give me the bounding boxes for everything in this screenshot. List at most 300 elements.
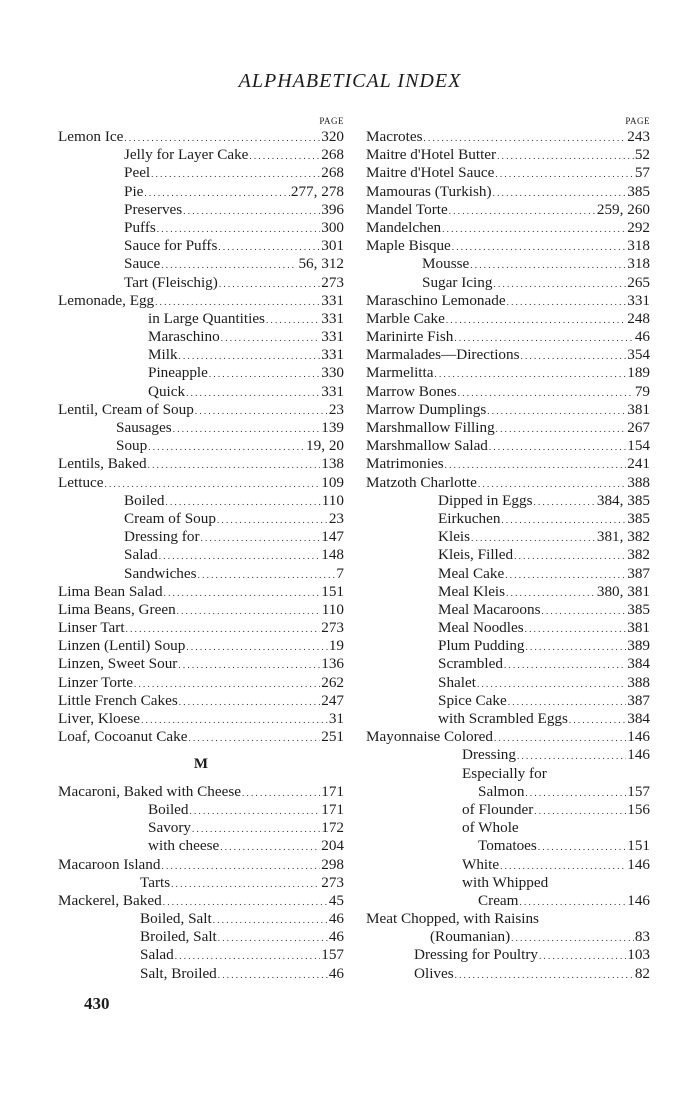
entry-label: Marrow Bones bbox=[366, 382, 457, 400]
entry-page-number: 46 bbox=[328, 964, 344, 982]
dot-leader bbox=[266, 310, 320, 329]
dot-leader bbox=[519, 892, 626, 911]
entry-page-number: 318 bbox=[627, 237, 650, 255]
index-entry bbox=[58, 364, 344, 382]
index-entry bbox=[58, 164, 344, 182]
entry-page-number: 109 bbox=[321, 473, 344, 491]
dot-leader bbox=[186, 637, 327, 656]
entry-page-number: 189 bbox=[627, 364, 650, 382]
entry-page-number: 389 bbox=[627, 637, 650, 655]
dot-leader bbox=[495, 164, 633, 183]
entry-page-number: 172 bbox=[321, 819, 344, 837]
dot-leader bbox=[164, 583, 321, 602]
entry-label: Mousse bbox=[422, 255, 470, 273]
index-entry bbox=[366, 892, 650, 910]
index-entry bbox=[58, 128, 344, 146]
entry-label: Sandwiches bbox=[124, 564, 197, 582]
entry-label: Mamouras (Turkish) bbox=[366, 182, 492, 200]
index-entry bbox=[58, 619, 344, 637]
entry-page-number: 146 bbox=[627, 728, 650, 746]
entry-label: Little French Cakes bbox=[58, 691, 178, 709]
dot-leader bbox=[175, 946, 320, 965]
entry-label: Linzen (Lentil) Soup bbox=[58, 637, 186, 655]
dot-leader bbox=[179, 346, 321, 365]
entry-page-number: 46 bbox=[634, 328, 650, 346]
entry-page-number: 156 bbox=[627, 800, 650, 818]
index-entry bbox=[58, 492, 344, 510]
entry-page-number: 56, 312 bbox=[298, 255, 344, 273]
index-entry bbox=[58, 455, 344, 473]
index-entry bbox=[58, 237, 344, 255]
index-entry bbox=[58, 437, 344, 455]
dot-leader bbox=[569, 710, 626, 729]
entry-label: Marrow Dumplings bbox=[366, 400, 487, 418]
entry-label: Savory bbox=[148, 819, 192, 837]
entry-page-number: 387 bbox=[627, 691, 650, 709]
index-entry bbox=[366, 565, 650, 583]
entry-page-number: 171 bbox=[321, 800, 344, 818]
entry-page-number: 138 bbox=[321, 455, 344, 473]
dot-leader bbox=[442, 219, 626, 238]
dot-leader bbox=[517, 746, 626, 765]
dot-leader bbox=[134, 674, 320, 693]
entry-page-number: 7 bbox=[336, 564, 344, 582]
entry-label: Shalet bbox=[438, 673, 476, 691]
entry-label: Preserves bbox=[124, 200, 183, 218]
entry-page-number: 354 bbox=[627, 346, 650, 364]
entry-page-number: 204 bbox=[321, 837, 344, 855]
entry-label: Meal Cake bbox=[438, 564, 505, 582]
entry-label: Soup bbox=[116, 437, 148, 455]
entry-page-number: 241 bbox=[627, 455, 650, 473]
dot-leader bbox=[221, 328, 321, 347]
dot-leader bbox=[171, 874, 320, 893]
dot-leader bbox=[497, 146, 634, 165]
dot-leader bbox=[511, 928, 634, 947]
entry-label: Quick bbox=[148, 382, 186, 400]
entry-label: Linzen, Sweet Sour bbox=[58, 655, 178, 673]
entry-label: Sugar Icing bbox=[422, 273, 493, 291]
dot-leader bbox=[209, 364, 320, 383]
entry-label: Boiled bbox=[148, 800, 189, 818]
index-entry bbox=[366, 292, 650, 310]
entry-page-number: 268 bbox=[321, 164, 344, 182]
entry-page-number: 243 bbox=[627, 128, 650, 145]
entry-page-number: 82 bbox=[634, 964, 650, 982]
index-entry bbox=[366, 692, 650, 710]
dot-leader bbox=[218, 928, 328, 947]
index-entry bbox=[58, 383, 344, 401]
entry-label: Boiled, Salt bbox=[140, 910, 212, 928]
dot-leader bbox=[183, 201, 320, 220]
page-title: ALPHABETICAL INDEX bbox=[238, 70, 462, 92]
dot-leader bbox=[198, 565, 336, 584]
entry-page-number: 148 bbox=[321, 546, 344, 564]
index-entry bbox=[366, 419, 650, 437]
dot-leader bbox=[446, 310, 626, 329]
index-entry bbox=[58, 346, 344, 364]
entry-label: Kleis, Filled bbox=[438, 546, 514, 564]
entry-page-number: 381, 382 bbox=[596, 528, 650, 546]
entry-label: Salad bbox=[140, 946, 174, 964]
entry-label: Marinirte Fish bbox=[366, 328, 454, 346]
index-entry bbox=[366, 274, 650, 292]
index-entry bbox=[366, 219, 650, 237]
entry-page-number: 331 bbox=[321, 291, 344, 309]
index-entry bbox=[58, 655, 344, 673]
dot-leader bbox=[489, 437, 626, 456]
index-entry bbox=[366, 946, 650, 964]
index-entry bbox=[366, 528, 650, 546]
dot-leader bbox=[148, 437, 305, 456]
entry-label: Mayonnaise Colored bbox=[366, 728, 493, 746]
index-entry bbox=[58, 146, 344, 164]
index-entry bbox=[366, 146, 650, 164]
entry-page-number: 301 bbox=[321, 237, 344, 255]
index-entry bbox=[366, 910, 650, 928]
entry-label: Tarts bbox=[140, 873, 171, 891]
entry-page-number: 151 bbox=[321, 582, 344, 600]
entry-label: Macaroni, Baked with Cheese bbox=[58, 782, 242, 800]
dot-leader bbox=[487, 401, 626, 420]
entry-page-number: 384 bbox=[627, 655, 650, 673]
dot-leader bbox=[505, 565, 626, 584]
index-entry bbox=[58, 856, 344, 874]
dot-leader bbox=[526, 637, 627, 656]
index-entry bbox=[366, 201, 650, 219]
entry-page-number: 277, 278 bbox=[290, 182, 344, 200]
index-entry bbox=[366, 819, 650, 837]
entry-page-number: 251 bbox=[321, 728, 344, 746]
dot-leader bbox=[449, 201, 596, 220]
entry-label: Maple Bisque bbox=[366, 237, 451, 255]
entry-label: Sauce bbox=[124, 255, 161, 273]
dot-leader bbox=[151, 164, 320, 183]
index-entry bbox=[58, 837, 344, 855]
index-entry bbox=[366, 928, 650, 946]
index-entry bbox=[366, 783, 650, 801]
dot-leader bbox=[541, 601, 626, 620]
dot-leader bbox=[445, 455, 627, 474]
dot-leader bbox=[177, 601, 321, 620]
entry-label: Liver, Kloese bbox=[58, 710, 141, 727]
entry-page-number: 146 bbox=[627, 746, 650, 764]
index-entry bbox=[58, 601, 344, 619]
entry-page-number: 146 bbox=[627, 891, 650, 909]
entry-page-number: 103 bbox=[627, 946, 650, 964]
entry-label: Marshmallow Filling bbox=[366, 419, 495, 436]
index-entry bbox=[366, 801, 650, 819]
entry-label: Matrimonies bbox=[366, 455, 444, 473]
index-entry bbox=[366, 601, 650, 619]
index-entry bbox=[58, 310, 344, 328]
dot-leader bbox=[534, 492, 596, 511]
entry-label: Maraschino Lemonade bbox=[366, 291, 506, 309]
entry-label: Marmalades—Directions bbox=[366, 346, 520, 364]
entry-page-number: 387 bbox=[627, 564, 650, 582]
section-heading: M bbox=[193, 756, 209, 773]
entry-label: Plum Pudding bbox=[438, 637, 525, 655]
entry-label: Pineapple bbox=[148, 364, 208, 382]
index-entry bbox=[366, 583, 650, 601]
entry-page-number: 171 bbox=[321, 782, 344, 800]
entry-label: Dressing bbox=[462, 746, 516, 764]
index-entry bbox=[58, 510, 344, 528]
index-entry bbox=[58, 819, 344, 837]
entry-label: Lettuce bbox=[58, 473, 104, 491]
entry-label: Lima Beans, Green bbox=[58, 600, 176, 618]
entry-page-number: 83 bbox=[634, 928, 650, 946]
dot-leader bbox=[496, 419, 627, 438]
entry-label: Lemonade, Egg bbox=[58, 291, 155, 309]
index-entry bbox=[58, 801, 344, 819]
page-column-label: PAGE bbox=[625, 116, 650, 126]
index-entry bbox=[58, 910, 344, 928]
dot-leader bbox=[201, 528, 321, 547]
entry-label: Marble Cake bbox=[366, 309, 445, 327]
entry-page-number: 19 bbox=[328, 637, 344, 655]
entry-page-number: 154 bbox=[627, 437, 650, 455]
entry-label: Macaroon Island bbox=[58, 855, 161, 873]
dot-leader bbox=[173, 419, 321, 438]
entry-page-number: 147 bbox=[321, 528, 344, 546]
dot-leader bbox=[161, 856, 320, 875]
entry-page-number: 267 bbox=[627, 419, 650, 436]
entry-page-number: 385 bbox=[627, 600, 650, 618]
entry-page-number: 31 bbox=[328, 710, 344, 727]
index-entry bbox=[58, 255, 344, 273]
dot-leader bbox=[126, 619, 321, 638]
entry-page-number: 388 bbox=[627, 673, 650, 691]
entry-page-number: 265 bbox=[627, 273, 650, 291]
dot-leader bbox=[249, 146, 320, 165]
dot-leader bbox=[452, 237, 626, 256]
dot-leader bbox=[424, 128, 627, 147]
entry-label: Cream of Soup bbox=[124, 509, 216, 527]
dot-leader bbox=[514, 546, 626, 565]
index-entry bbox=[366, 255, 650, 273]
entry-page-number: 385 bbox=[627, 182, 650, 200]
index-entries-right bbox=[366, 128, 650, 983]
index-entry bbox=[58, 892, 344, 910]
entry-label: of Whole bbox=[462, 819, 519, 837]
dot-leader bbox=[455, 965, 634, 984]
entry-label: Lemon Ice bbox=[58, 128, 124, 145]
entry-page-number: 380, 381 bbox=[596, 582, 650, 600]
entry-label: Loaf, Cocoanut Cake bbox=[58, 728, 188, 746]
entry-label: Mackerel, Baked bbox=[58, 891, 162, 909]
entry-label: Linser Tart bbox=[58, 619, 125, 637]
entry-label: Meal Macaroons bbox=[438, 600, 541, 618]
entry-label: of Flounder bbox=[462, 800, 534, 818]
index-entry bbox=[366, 164, 650, 182]
entry-label: Lentil, Cream of Soup bbox=[58, 400, 194, 418]
entry-page-number: 139 bbox=[321, 419, 344, 436]
entry-label: Meal Kleis bbox=[438, 582, 506, 600]
entry-label: Kleis bbox=[438, 528, 471, 546]
dot-leader bbox=[217, 510, 328, 529]
index-entry bbox=[58, 728, 344, 746]
index-entry bbox=[58, 546, 344, 564]
entry-page-number: 45 bbox=[328, 891, 344, 909]
entry-label: White bbox=[462, 855, 500, 873]
dot-leader bbox=[506, 583, 596, 602]
entry-page-number: 151 bbox=[627, 837, 650, 855]
dot-leader bbox=[218, 965, 328, 984]
index-entry bbox=[366, 455, 650, 473]
index-entry bbox=[366, 346, 650, 364]
index-entry bbox=[58, 201, 344, 219]
index-entry bbox=[366, 765, 650, 783]
entry-page-number: 320 bbox=[321, 128, 344, 145]
dot-leader bbox=[179, 692, 320, 711]
index-entry bbox=[366, 474, 650, 492]
dot-leader bbox=[178, 655, 320, 674]
dot-leader bbox=[192, 819, 320, 838]
dot-leader bbox=[186, 383, 320, 402]
entry-label: Lima Bean Salad bbox=[58, 582, 163, 600]
index-entry bbox=[58, 401, 344, 419]
index-entry bbox=[58, 928, 344, 946]
entry-page-number: 388 bbox=[627, 473, 650, 491]
index-entry bbox=[366, 619, 650, 637]
entry-page-number: 136 bbox=[321, 655, 344, 673]
dot-leader bbox=[525, 783, 626, 802]
index-entry bbox=[58, 328, 344, 346]
index-entry bbox=[58, 183, 344, 201]
entry-page-number: 331 bbox=[321, 328, 344, 346]
entry-label: Mandel Torte bbox=[366, 200, 448, 218]
dot-leader bbox=[458, 383, 634, 402]
entry-label: Tart (Fleischig) bbox=[124, 273, 218, 291]
entry-page-number: 259, 260 bbox=[596, 200, 650, 218]
index-entry bbox=[366, 637, 650, 655]
entry-label: Milk bbox=[148, 346, 178, 364]
index-entry bbox=[58, 419, 344, 437]
entry-label: with cheese bbox=[148, 837, 220, 855]
index-entry bbox=[58, 710, 344, 728]
entry-page-number: 331 bbox=[321, 382, 344, 400]
dot-leader bbox=[124, 128, 320, 147]
dot-leader bbox=[220, 837, 320, 856]
entry-page-number: 292 bbox=[627, 218, 650, 236]
entry-label: with Scrambled Eggs bbox=[438, 710, 568, 727]
index-entry bbox=[58, 528, 344, 546]
entry-label: Matzoth Charlotte bbox=[366, 473, 477, 491]
index-entry bbox=[58, 674, 344, 692]
entry-page-number: 384, 385 bbox=[596, 491, 650, 509]
dot-leader bbox=[148, 455, 321, 474]
dot-leader bbox=[534, 801, 626, 820]
dot-leader bbox=[213, 910, 328, 929]
dot-leader bbox=[166, 492, 321, 511]
index-entry bbox=[366, 546, 650, 564]
index-entry bbox=[58, 274, 344, 292]
dot-leader bbox=[539, 946, 626, 965]
dot-leader bbox=[159, 546, 320, 565]
entry-label: Sausages bbox=[116, 419, 172, 436]
entry-label: Meal Noodles bbox=[438, 619, 524, 637]
entry-page-number: 57 bbox=[634, 164, 650, 182]
index-entry bbox=[366, 874, 650, 892]
dot-leader bbox=[195, 401, 328, 420]
index-entry bbox=[58, 474, 344, 492]
entry-page-number: 273 bbox=[321, 873, 344, 891]
index-entry bbox=[366, 856, 650, 874]
entry-label: Jelly for Layer Cake bbox=[124, 146, 249, 164]
index-entry bbox=[366, 364, 650, 382]
entry-label: Puffs bbox=[124, 218, 156, 236]
dot-leader bbox=[477, 674, 626, 693]
dot-leader bbox=[434, 364, 626, 383]
entry-page-number: 331 bbox=[627, 291, 650, 309]
index-entry bbox=[58, 637, 344, 655]
entry-page-number: 146 bbox=[627, 855, 650, 873]
entry-label: Maitre d'Hotel Sauce bbox=[366, 164, 495, 182]
entry-label: Salmon bbox=[478, 782, 525, 800]
index-entry bbox=[366, 437, 650, 455]
entry-label: Dipped in Eggs bbox=[438, 491, 533, 509]
entry-page-number: 381 bbox=[627, 400, 650, 418]
entry-label: Eirkuchen bbox=[438, 509, 501, 527]
dot-leader bbox=[471, 528, 596, 547]
index-entry bbox=[58, 692, 344, 710]
entry-label: Pie bbox=[124, 182, 144, 200]
dot-leader bbox=[218, 237, 320, 256]
entry-page-number: 110 bbox=[321, 491, 344, 509]
index-entry bbox=[366, 510, 650, 528]
entry-label: Lentils, Baked bbox=[58, 455, 147, 473]
entry-page-number: 110 bbox=[321, 600, 344, 618]
index-entry bbox=[366, 328, 650, 346]
index-entry bbox=[58, 965, 344, 983]
index-entry bbox=[366, 492, 650, 510]
entry-label: Sauce for Puffs bbox=[124, 237, 218, 255]
entry-page-number: 248 bbox=[627, 309, 650, 327]
entry-label: in Large Quantities bbox=[148, 309, 265, 327]
index-column-left bbox=[58, 114, 344, 983]
entry-page-number: 384 bbox=[627, 710, 650, 727]
entry-page-number: 331 bbox=[321, 346, 344, 364]
index-entry bbox=[366, 710, 650, 728]
entry-page-number: 273 bbox=[321, 619, 344, 637]
entry-page-number: 247 bbox=[321, 691, 344, 709]
dot-leader bbox=[470, 255, 626, 274]
page-column-label: PAGE bbox=[319, 116, 344, 126]
entry-page-number: 396 bbox=[321, 200, 344, 218]
entry-label: with Whipped bbox=[462, 873, 549, 891]
entry-page-number: 19, 20 bbox=[306, 437, 344, 455]
entry-page-number: 331 bbox=[321, 309, 344, 327]
entry-page-number: 385 bbox=[627, 509, 650, 527]
entry-label: Olives bbox=[414, 964, 454, 982]
dot-leader bbox=[504, 655, 626, 674]
entry-label: Cream bbox=[478, 891, 519, 909]
dot-leader bbox=[190, 801, 321, 820]
dot-leader bbox=[242, 783, 320, 802]
entry-label: Peel bbox=[124, 164, 151, 182]
index-entry bbox=[58, 583, 344, 601]
entry-page-number: 382 bbox=[627, 546, 650, 564]
entry-label: Mandelchen bbox=[366, 218, 442, 236]
index-entries-left bbox=[58, 128, 344, 983]
entry-label: Dressing for Poultry bbox=[414, 946, 539, 964]
dot-leader bbox=[161, 255, 297, 274]
dot-leader bbox=[538, 837, 626, 856]
dot-leader bbox=[500, 856, 626, 875]
entry-page-number: 268 bbox=[321, 146, 344, 164]
dot-leader bbox=[521, 346, 627, 365]
